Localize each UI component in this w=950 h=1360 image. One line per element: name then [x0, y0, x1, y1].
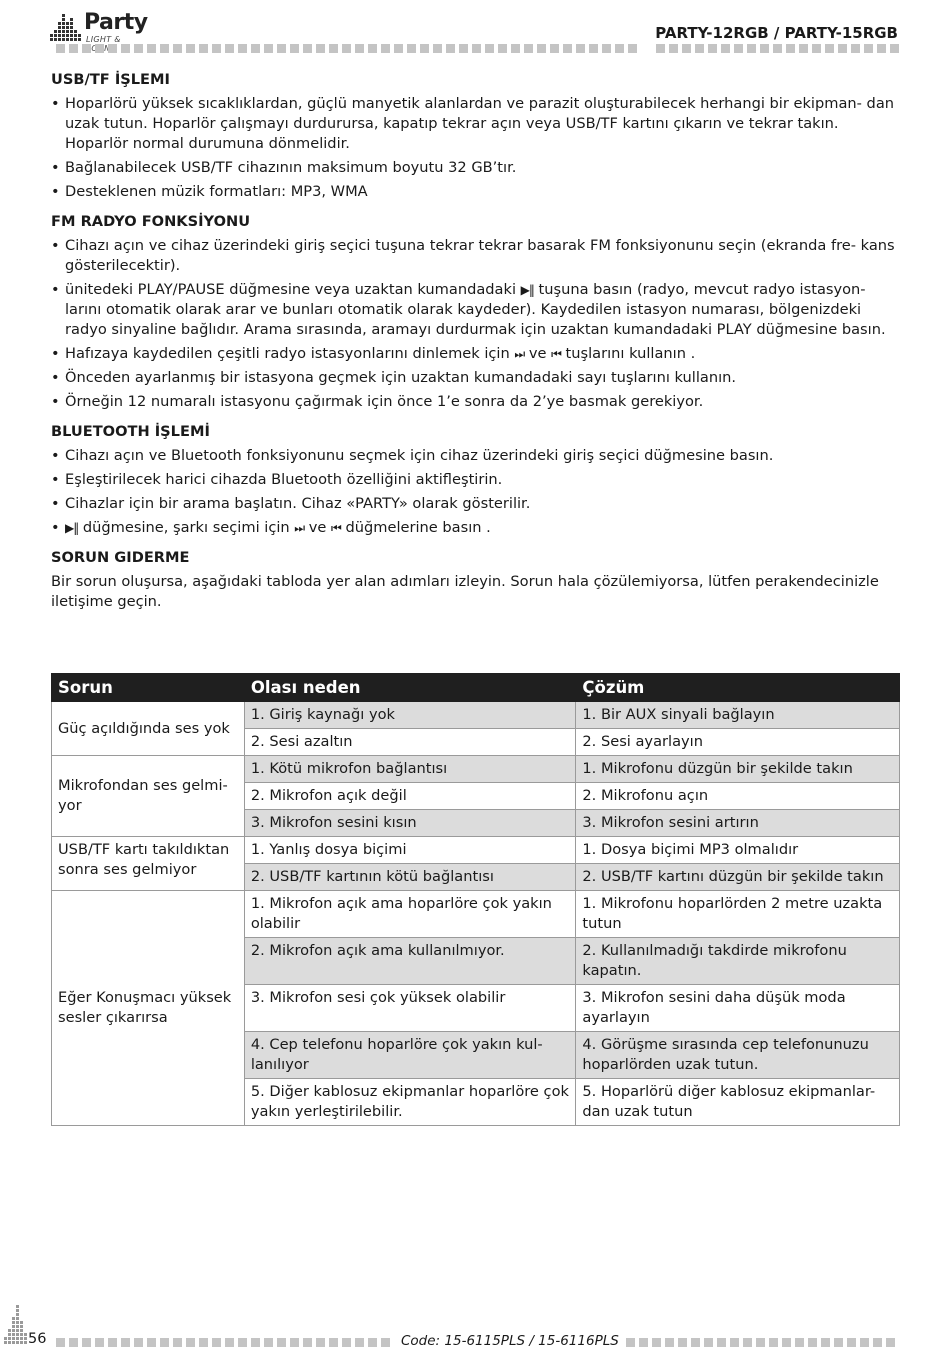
solution-cell: 1. Mikrofonu hoparlörden 2 metre uzakta tutun [576, 891, 900, 938]
divider-square [420, 44, 429, 53]
divider-square [782, 1338, 791, 1347]
divider-square [537, 44, 546, 53]
divider-square [747, 44, 756, 53]
play-pause-icon: ▶‖ [65, 521, 79, 535]
divider-square [355, 1338, 364, 1347]
divider-square [825, 44, 834, 53]
list-item: • Önceden ayarlanmış bir istasyona geçmek için uzaktan kumandadaki sayı tuşlarını kullanın. [51, 368, 901, 388]
list-item: • Desteklenen müzik formatları: MP3, WMA [51, 182, 901, 202]
divider-square [743, 1338, 752, 1347]
list-item: • Cihazlar için bir arama başlatın. Cihaz «PARTY» olarak gösterilir. [51, 494, 901, 514]
divider-square [199, 44, 208, 53]
divider-square [147, 1338, 156, 1347]
divider-square [524, 44, 533, 53]
cause-cell: 2. Sesi azaltın [244, 729, 576, 756]
divider-square [329, 44, 338, 53]
divider-square [472, 44, 481, 53]
fm-list [51, 236, 901, 412]
divider-square [368, 1338, 377, 1347]
page-number: 56 [28, 1331, 47, 1347]
solution-cell: 2. Mikrofonu açın [576, 783, 900, 810]
divider-square [838, 44, 847, 53]
divider-square [342, 1338, 351, 1347]
divider-square [860, 1338, 869, 1347]
divider-square [186, 44, 195, 53]
divider-square [303, 44, 312, 53]
solution-cell: 3. Mikrofon sesini artırın [576, 810, 900, 837]
divider-square [407, 44, 416, 53]
divider-square [342, 44, 351, 53]
divider-square [121, 1338, 130, 1347]
divider-square [678, 1338, 687, 1347]
list-item: • Bağlanabilecek USB/TF cihazının maksimum boyutu 32 GB’tır. [51, 158, 901, 178]
divider-square [799, 44, 808, 53]
next-track-icon: ⏭ [294, 521, 305, 535]
troubleshooting-section-title: SORUN GIDERME [51, 549, 190, 566]
fm-section-title: FM RADYO FONKSİYONU [51, 213, 251, 230]
divider-square [290, 44, 299, 53]
divider-square [615, 44, 624, 53]
fm-item2-text-b: tuşuna basın (radyo, mevcut radyo istasyon- larını otomatik olarak arar ve bunları otomatik olarak kaydeder). Kaydedilen istasyon numarası, bölgenizdeki radyo sinyaline bağlıdır. Arama sırasında, aramayı durdurmak için uzaktan kumandadaki PLAY düğmesine basın. [65, 281, 886, 338]
divider-square [433, 44, 442, 53]
divider-square [864, 44, 873, 53]
solution-cell: 4. Görüşme sırasında cep telefonunuzu hoparlörden uzak tutun. [576, 1032, 900, 1079]
solution-cell: 1. Mikrofonu düzgün bir şekilde takın [576, 756, 900, 783]
divider-square [721, 44, 730, 53]
cause-cell: 1. Mikrofon açık ama hoparlöre çok yakın olabilir [244, 891, 576, 938]
cause-cell: 2. Mikrofon açık değil [244, 783, 576, 810]
bt-item4-text-c: düğmelerine basın . [345, 519, 491, 536]
header-divider [56, 44, 646, 53]
problem-cell: Güç açıldığında ses yok [52, 702, 245, 756]
divider-square [134, 44, 143, 53]
table-row [52, 891, 900, 938]
divider-square [56, 44, 65, 53]
divider-square [550, 44, 559, 53]
divider-square [251, 1338, 260, 1347]
divider-square [877, 44, 886, 53]
divider-square [199, 1338, 208, 1347]
divider-square [186, 1338, 195, 1347]
divider-square [734, 44, 743, 53]
brand-subtitle: LIGHT & [86, 35, 121, 44]
table-row [52, 756, 900, 783]
divider-square [251, 44, 260, 53]
brand-name: Party [84, 10, 148, 35]
previous-track-icon: ⏮ [331, 521, 341, 535]
divider-square [160, 44, 169, 53]
divider-square [756, 1338, 765, 1347]
column-header-cause: Olası neden [244, 674, 576, 702]
divider-square [695, 44, 704, 53]
list-item [51, 518, 901, 538]
list-item [51, 280, 901, 340]
list-item [51, 344, 901, 364]
divider-square [704, 1338, 713, 1347]
fm-item3-text-c: tuşlarını kullanın . [565, 345, 696, 362]
list-item: • Örneğin 12 numaralı istasyonu çağırmak için önce 1’e sonra da 2’ye basmak gerekiyor. [51, 392, 901, 412]
page-footer [0, 1300, 950, 1360]
column-header-solution: Çözüm [576, 674, 900, 702]
divider-square [795, 1338, 804, 1347]
divider-square [717, 1338, 726, 1347]
divider-square [886, 1338, 895, 1347]
divider-square [147, 44, 156, 53]
column-header-problem: Sorun [52, 674, 245, 702]
divider-square [656, 44, 665, 53]
bt-item4-text-a: düğmesine, şarkı seçimi için [82, 519, 290, 536]
usb-section-title: USB/TF İŞLEMI [51, 71, 170, 88]
bluetooth-list [51, 446, 901, 538]
table-header-row [52, 674, 900, 702]
fm-item2-text-a: ünitedeki PLAY/PAUSE düğmesine veya uzaktan kumandadaki [65, 281, 517, 298]
divider-square [639, 1338, 648, 1347]
divider-square [316, 44, 325, 53]
divider-square [225, 1338, 234, 1347]
divider-square [121, 44, 130, 53]
equalizer-logo-icon [50, 8, 86, 44]
divider-square [173, 44, 182, 53]
divider-square [381, 44, 390, 53]
troubleshooting-table [51, 673, 900, 1126]
divider-square [277, 44, 286, 53]
divider-square [511, 44, 520, 53]
cause-cell: 1. Yanlış dosya biçimi [244, 837, 576, 864]
divider-square [173, 1338, 182, 1347]
solution-cell: 2. Sesi ayarlayın [576, 729, 900, 756]
divider-square [498, 44, 507, 53]
solution-cell: 1. Bir AUX sinyali bağlayın [576, 702, 900, 729]
divider-square [730, 1338, 739, 1347]
cause-cell: 3. Mikrofon sesini kısın [244, 810, 576, 837]
divider-square [355, 44, 364, 53]
divider-square [665, 1338, 674, 1347]
divider-square [225, 44, 234, 53]
cause-cell: 2. Mikrofon açık ama kullanılmıyor. [244, 938, 576, 985]
page-header [0, 0, 950, 60]
list-item: • Eşleştirilecek harici cihazda Bluetooth özelliğini aktifleştirin. [51, 470, 901, 490]
problem-cell: Mikrofondan ses gelmi- yor [52, 756, 245, 837]
divider-square [69, 1338, 78, 1347]
cause-cell: 1. Giriş kaynağı yok [244, 702, 576, 729]
play-pause-icon: ▶‖ [520, 283, 534, 297]
divider-square [303, 1338, 312, 1347]
list-item: • Hoparlörü yüksek sıcaklıklardan, güçlü manyetik alanlardan ve parazit oluşturabilecek herhangi bir ekipman- dan uzak tutun. Hoparlör çalışmayı durdurursa, kapatıp tekrar açın veya USB/TF kartını çıkarın ve tekrar takın. Hoparlör normal durumuna dönmelidir. [51, 94, 901, 154]
table-row [52, 702, 900, 729]
solution-cell: 2. USB/TF kartını düzgün bir şekilde takın [576, 864, 900, 891]
divider-square [691, 1338, 700, 1347]
previous-track-icon: ⏮ [551, 347, 561, 361]
divider-square [108, 44, 117, 53]
divider-square [459, 44, 468, 53]
cause-cell: 3. Mikrofon sesi çok yüksek olabilir [244, 985, 576, 1032]
usb-list [51, 94, 901, 202]
troubleshooting-intro: Bir sorun oluşursa, aşağıdaki tabloda yer alan adımları izleyin. Sorun hala çözülemiyorsa, lütfen perakendecinizle iletişime geçin. [51, 573, 879, 610]
divider-square [368, 44, 377, 53]
divider-square [669, 44, 678, 53]
divider-square [108, 1338, 117, 1347]
divider-square [329, 1338, 338, 1347]
cause-cell: 4. Cep telefonu hoparlöre çok yakın kul- lanılıyor [244, 1032, 576, 1079]
divider-square [277, 1338, 286, 1347]
footer-divider-right [626, 1338, 900, 1347]
divider-square [769, 1338, 778, 1347]
divider-square [446, 44, 455, 53]
divider-square [626, 1338, 635, 1347]
model-name: PARTY-12RGB / PARTY-15RGB [655, 24, 898, 42]
divider-square [95, 44, 104, 53]
list-item: • Cihazı açın ve cihaz üzerindeki giriş seçici tuşuna tekrar tekrar basarak FM fonksiyonunu seçin (ekranda fre- kans gösterilecektir). [51, 236, 901, 276]
divider-square [316, 1338, 325, 1347]
divider-square [264, 44, 273, 53]
product-code: Code: 15-6115PLS / 15-6116PLS [401, 1333, 619, 1349]
divider-square [873, 1338, 882, 1347]
problem-cell: USB/TF kartı takıldıktan sonra ses gelmiyor [52, 837, 245, 891]
divider-square [576, 44, 585, 53]
divider-square [834, 1338, 843, 1347]
divider-square [95, 1338, 104, 1347]
divider-square [760, 44, 769, 53]
divider-square [82, 44, 91, 53]
divider-square [890, 44, 899, 53]
solution-cell: 1. Dosya biçimi MP3 olmalıdır [576, 837, 900, 864]
cause-cell: 2. USB/TF kartının kötü bağlantısı [244, 864, 576, 891]
main-content [51, 70, 901, 616]
divider-square [628, 44, 637, 53]
divider-square [212, 44, 221, 53]
divider-square [160, 1338, 169, 1347]
divider-square [56, 1338, 65, 1347]
solution-cell: 2. Kullanılmadığı takdirde mikrofonu kapatın. [576, 938, 900, 985]
divider-square [682, 44, 691, 53]
divider-square [212, 1338, 221, 1347]
solution-cell: 5. Hoparlörü diğer kablosuz ekipmanlar- dan uzak tutun [576, 1079, 900, 1126]
divider-square [381, 1338, 390, 1347]
problem-cell: Eğer Konuşmacı yüksek sesler çıkarırsa [52, 891, 245, 1126]
divider-square [82, 1338, 91, 1347]
footer-divider-left [56, 1338, 392, 1347]
divider-square [786, 44, 795, 53]
cause-cell: 5. Diğer kablosuz ekipmanlar hoparlöre çok yakın yerleştirilebilir. [244, 1079, 576, 1126]
cause-cell: 1. Kötü mikrofon bağlantısı [244, 756, 576, 783]
divider-square [69, 44, 78, 53]
list-item: • Cihazı açın ve Bluetooth fonksiyonunu seçmek için cihaz üzerindeki giriş seçici düğmesine basın. [51, 446, 901, 466]
divider-square [290, 1338, 299, 1347]
divider-square [708, 44, 717, 53]
divider-square [238, 1338, 247, 1347]
brand-logo [50, 8, 150, 46]
table-row [52, 837, 900, 864]
bt-item4-text-b: ve [308, 519, 327, 536]
divider-square [134, 1338, 143, 1347]
fm-item3-text-a: Hafızaya kaydedilen çeşitli radyo istasyonlarını dinlemek için [65, 345, 510, 362]
bluetooth-section-title: BLUETOOTH İŞLEMİ [51, 423, 210, 440]
divider-square [563, 44, 572, 53]
equalizer-footer-icon [4, 1301, 28, 1345]
next-track-icon: ⏭ [514, 347, 525, 361]
divider-square [808, 1338, 817, 1347]
solution-cell: 3. Mikrofon sesini daha düşük moda ayarlayın [576, 985, 900, 1032]
divider-square [812, 44, 821, 53]
divider-square [602, 44, 611, 53]
header-divider-right [656, 44, 900, 53]
divider-square [238, 44, 247, 53]
divider-square [652, 1338, 661, 1347]
divider-square [394, 44, 403, 53]
divider-square [485, 44, 494, 53]
divider-square [847, 1338, 856, 1347]
divider-square [851, 44, 860, 53]
divider-square [821, 1338, 830, 1347]
fm-item3-text-b: ve [528, 345, 547, 362]
divider-square [589, 44, 598, 53]
divider-square [264, 1338, 273, 1347]
divider-square [773, 44, 782, 53]
